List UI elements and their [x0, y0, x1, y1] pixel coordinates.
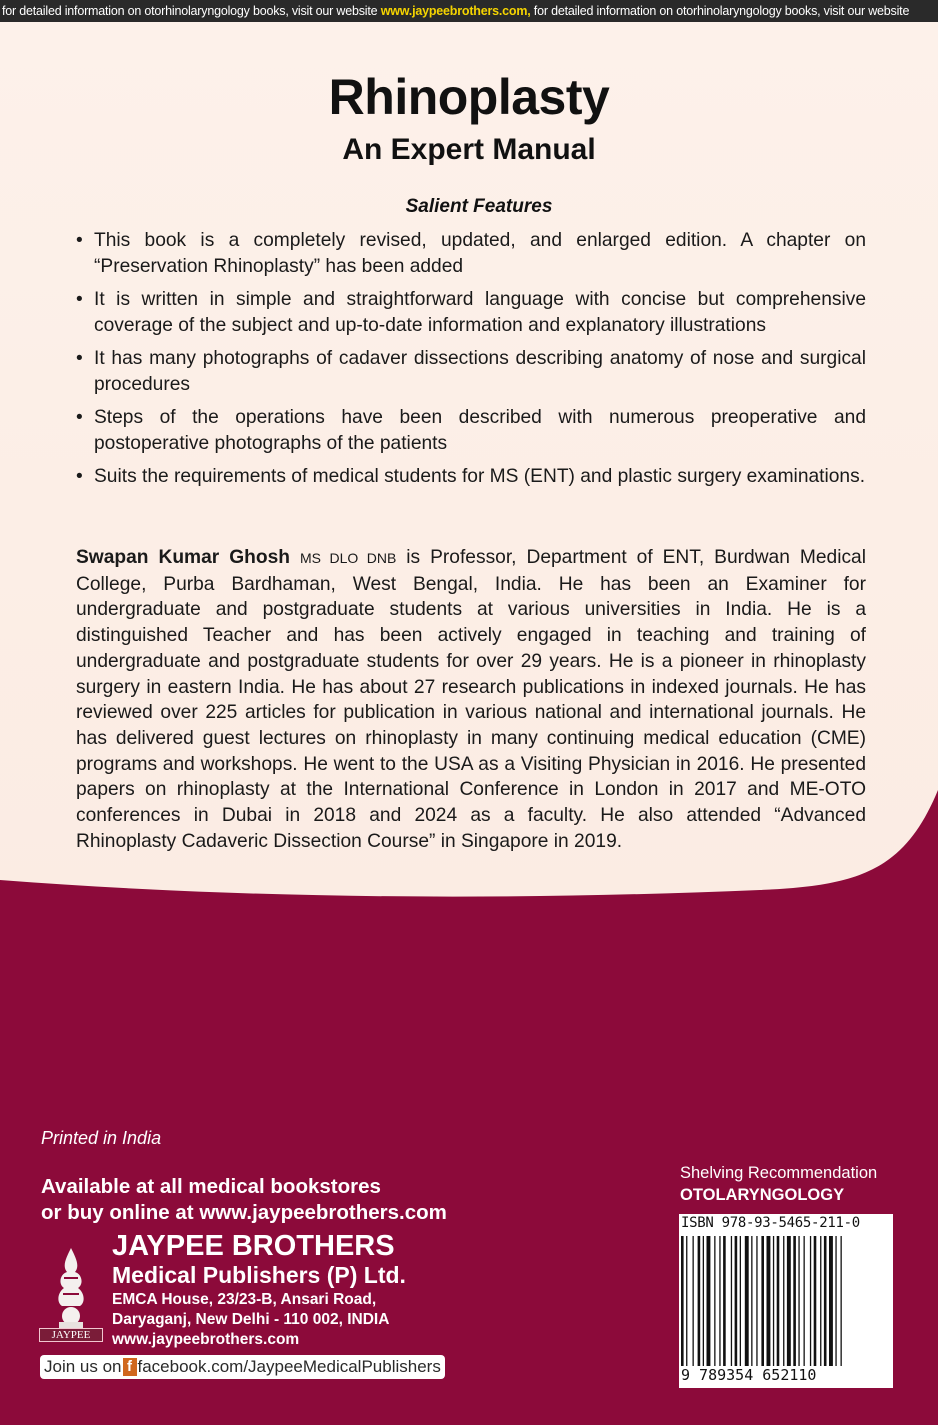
barcode-bar: [707, 1236, 711, 1376]
barcode-bar: [814, 1236, 817, 1376]
banner-url[interactable]: www.jaypeebrothers.com,: [380, 4, 531, 18]
barcode-bar: [723, 1236, 726, 1376]
feature-text: Suits the requirements of medical students for MS (ENT) and plastic surgery examinations.: [94, 466, 866, 487]
feature-text: It has many photographs of cadaver dissections describing anatomy of nose and surgical procedures: [94, 348, 866, 395]
author-degrees: MS DLO DNB: [299, 550, 397, 566]
facebook-join-box[interactable]: [40, 1355, 445, 1379]
barcode-bar: [767, 1236, 771, 1376]
barcode-bar: [824, 1236, 827, 1376]
barcode-bar: [693, 1236, 694, 1376]
publisher-name: JAYPEE BROTHERS: [112, 1230, 395, 1262]
feature-text: Steps of the operations have been described with numerous preoperative and postoperative photographs of the patients: [94, 407, 866, 454]
barcode-bar: [783, 1236, 784, 1376]
facebook-link[interactable]: facebook.com/JaypeeMedicalPublishers: [137, 1357, 441, 1376]
feature-item: [76, 405, 866, 456]
book-subtitle: An Expert Manual: [342, 133, 596, 166]
barcode-bar: [810, 1236, 811, 1376]
bullet-icon: •: [76, 407, 83, 428]
availability-line2[interactable]: or buy online at www.jaypeebrothers.com: [41, 1201, 447, 1224]
banner-text-post: for detailed information on otorhinolaryngology books, visit our website: [530, 4, 910, 18]
barcode-bar: [731, 1236, 732, 1376]
author-bio: [76, 545, 866, 854]
publisher-website[interactable]: www.jaypeebrothers.com: [112, 1331, 300, 1348]
barcode-bar: [751, 1236, 752, 1376]
barcode-bar: [740, 1236, 741, 1376]
availability: [41, 1174, 447, 1226]
barcode-bar: [714, 1236, 715, 1376]
barcode-bar: [761, 1236, 764, 1376]
shelving-label: Shelving Recommendation: [680, 1164, 878, 1182]
facebook-icon: f: [123, 1358, 137, 1376]
feature-item: [76, 346, 866, 397]
bullet-icon: •: [76, 348, 83, 369]
barcode-bar: [686, 1236, 687, 1376]
barcode-bar: [698, 1236, 701, 1376]
barcode-bar: [773, 1236, 774, 1376]
publisher-logo-label: JAYPEE: [39, 1328, 103, 1342]
barcode-bar: [745, 1236, 749, 1376]
availability-line1: Available at all medical bookstores: [41, 1175, 381, 1198]
address-line1: EMCA House, 23/23-B, Ansari Road,: [112, 1291, 377, 1308]
barcode: [679, 1214, 893, 1388]
barcode-bar: [735, 1236, 738, 1376]
barcode-bar: [829, 1236, 833, 1376]
feature-item: [76, 228, 866, 279]
shelving-value: OTOLARYNGOLOGY: [680, 1186, 845, 1204]
barcode-bar: [804, 1236, 805, 1376]
barcode-bar: [756, 1236, 757, 1376]
barcode-bar: [681, 1236, 684, 1376]
barcode-digits: 9 789354 652110: [681, 1366, 891, 1384]
barcode-bar: [841, 1236, 842, 1376]
barcode-bar: [820, 1236, 821, 1376]
barcode-bar: [793, 1236, 796, 1376]
printed-in: Printed in India: [41, 1128, 162, 1148]
feature-item: [76, 464, 866, 490]
feature-text: It is written in simple and straightforward language with concise but comprehensive coverage of the subject and up-to-date information and explanatory illustrations: [94, 289, 866, 336]
barcode-bar: [703, 1236, 704, 1376]
book-title: Rhinoplasty: [328, 69, 610, 125]
address-line2: Daryaganj, New Delhi - 110 002, INDIA: [112, 1311, 390, 1328]
bullet-icon: •: [76, 289, 83, 310]
features-list: [76, 228, 866, 498]
banner-text-pre: for detailed information on otorhinolaryngology books, visit our website: [2, 4, 381, 18]
barcode-bar: [835, 1236, 836, 1376]
feature-item: [76, 287, 866, 338]
feature-text: This book is a completely revised, updated, and enlarged edition. A chapter on “Preservation Rhinoplasty” has been added: [94, 230, 866, 277]
bullet-icon: •: [76, 466, 83, 487]
publisher-name-line2: Medical Publishers (P) Ltd.: [112, 1262, 406, 1288]
barcode-bar: [719, 1236, 720, 1376]
features-heading: Salient Features: [405, 196, 553, 217]
barcode-bar: [787, 1236, 791, 1376]
barcode-bar: [777, 1236, 780, 1376]
barcode-bars: [681, 1236, 891, 1376]
publisher-address: [112, 1290, 389, 1350]
join-prefix: Join us on: [44, 1357, 122, 1376]
author-name: Swapan Kumar Ghosh: [76, 547, 290, 568]
bullet-icon: •: [76, 230, 83, 251]
isbn-text: ISBN 978-93-5465-211-0: [681, 1215, 860, 1231]
author-bio-text: is Professor, Department of ENT, Burdwan Medical College, Purba Bardhaman, West Bengal, India. He has been an Examiner for undergraduate and postgraduate students at various universities in India. He is a distinguished Teacher and has been actively engaged in teaching and training of undergraduate and postgraduate students for over 29 years. He is a pioneer in rhinoplasty surgery in eastern India. He has about 27 research publications in indexed journals. He has reviewed over 225 articles for publication in various national and international journals. He has delivered guest lectures on rhinoplasty in many continuing medical education (CME) programs and workshops. He went to the USA as a Visiting Physician in 2016. He presented papers on rhinoplasty at the International Conference in London in 2017 and ME-OTO conferences in Dubai in 2018 and 2024 as a faculty. He also attended “Advanced Rhinoplasty Cadaveric Dissection Course” in Singapore in 2019.: [76, 547, 866, 852]
barcode-bar: [798, 1236, 799, 1376]
